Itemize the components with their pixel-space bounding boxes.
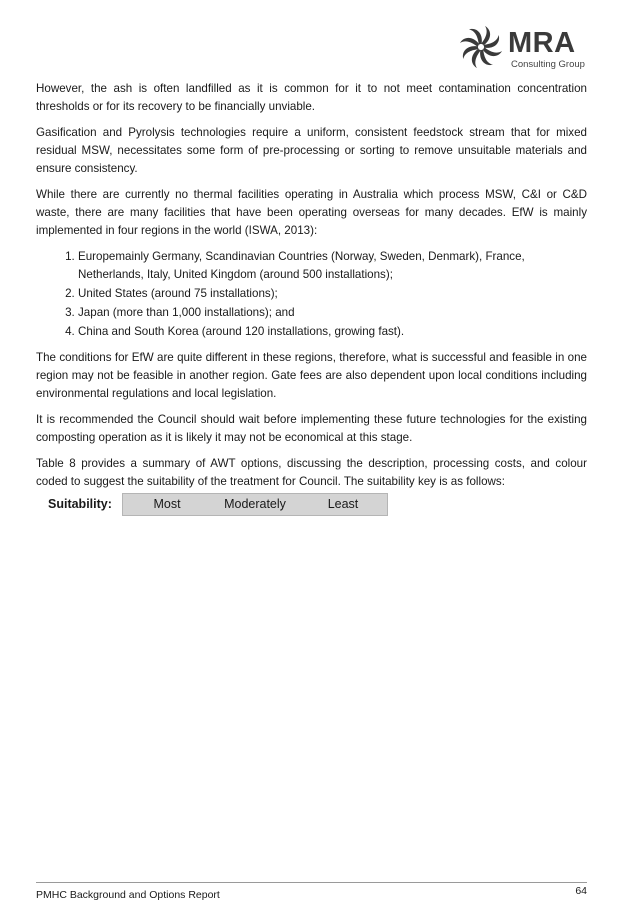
paragraph-gasification: Gasification and Pyrolysis technologies require a uniform, consistent feedstock stream that for mixed residual MSW, necessitates some form of pre-processing or sorting to remove unsuitable materials and ensure consistency. [36, 126, 587, 175]
list-item: 3. Japan (more than 1,000 installations); and [78, 304, 587, 322]
suitability-label: Suitability: [48, 497, 112, 511]
mra-pinwheel-icon [458, 24, 504, 70]
list-item: 2. United States (around 75 installations); [78, 285, 587, 303]
logo-subtitle: Consulting Group [511, 59, 585, 70]
suitability-key-row [48, 493, 388, 515]
paragraph-conditions: The conditions for EfW are quite different in these regions, therefore, what is successful and feasible in one region may not be feasible in another region. Gate fees are also dependent upon local conditions including environmental regulations and local legislation. [36, 351, 587, 400]
paragraph-table-intro: Table 8 provides a summary of AWT options, discussing the description, processing costs, and colour coded to suggest the suitability of the treatment for Council. The suitability key is as follows: [36, 457, 587, 488]
footer-report-title: PMHC Background and Options Report [36, 889, 220, 901]
paragraph-recommendation: It is recommended the Council should wait before implementing these future technologies for the existing composting operation as it is likely it may not be economical at this stage. [36, 413, 587, 444]
logo-wordmark: MRA [508, 27, 576, 59]
suitability-least: Least [327, 497, 359, 511]
paragraph-thermal-facilities: While there are currently no thermal facilities operating in Australia which process MSW, C&I or C&D waste, there are many facilities that have been operating overseas for many decades. EfW is mainly implemented in four regions in the world (ISWA, 2013): [36, 188, 587, 237]
suitability-key [122, 493, 388, 516]
suitability-moderately: Moderately [224, 497, 286, 511]
paragraph-ash: However, the ash is often landfilled as it is common for it to not meet contamination concentration thresholds or for its recovery to be financially unviable. [36, 82, 587, 113]
regions-list [36, 248, 587, 341]
page-number: 64 [575, 885, 587, 897]
body-text [36, 80, 587, 499]
list-item: 1. Europemainly Germany, Scandinavian Countries (Norway, Sweden, Denmark), France, Netherlands, Italy, United Kingdom (around 500 installations); [78, 248, 587, 284]
list-item: 4. China and South Korea (around 120 installations, growing fast). [78, 323, 587, 341]
suitability-most: Most [153, 497, 181, 511]
footer-divider [36, 882, 587, 883]
company-logo [458, 22, 588, 74]
